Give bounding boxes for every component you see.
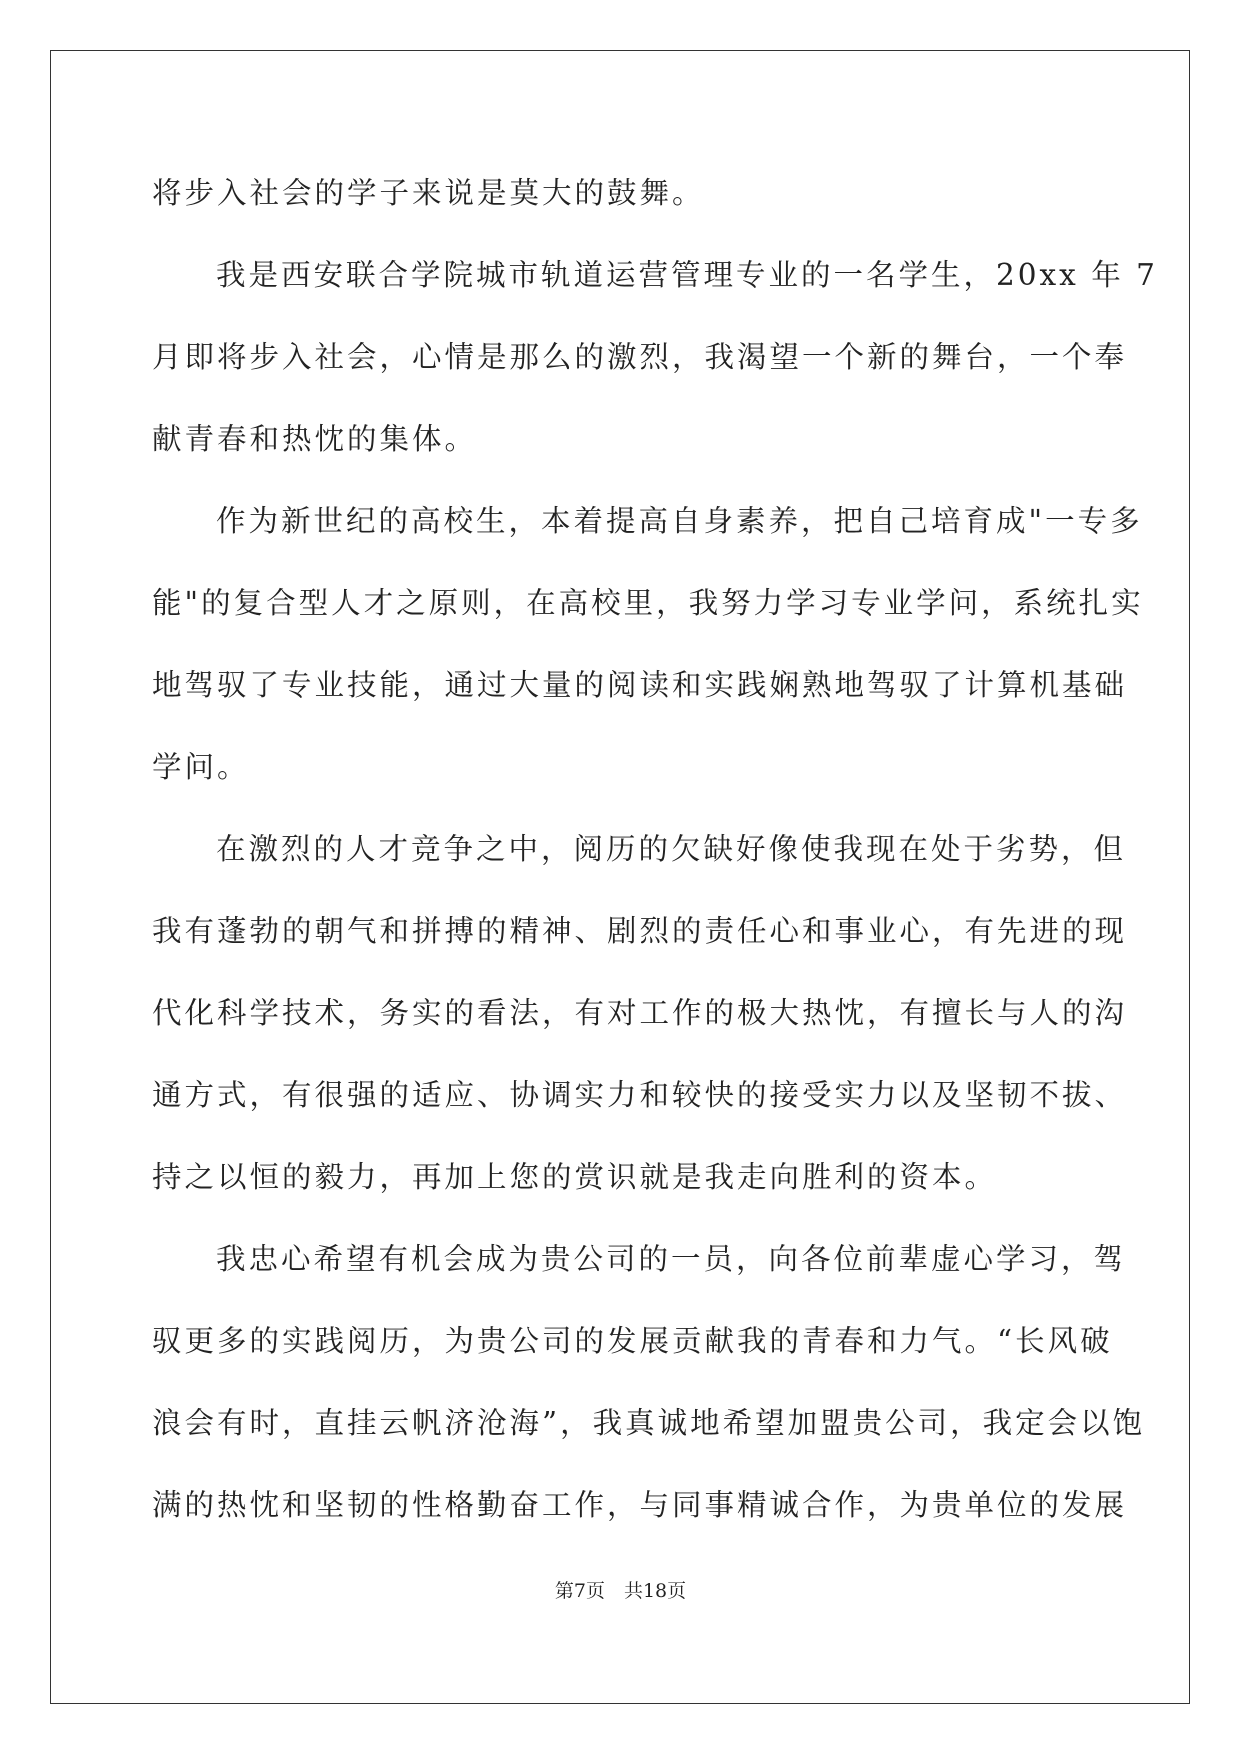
- document-body: [152, 152, 1158, 1546]
- text-line: 作为新世纪的高校生，本着提高自身素养，把自己培育成"一专多: [216, 504, 1143, 538]
- text-line: 通方式，有很强的适应、协调实力和较快的接受实力以及坚韧不拔、: [152, 1078, 1128, 1112]
- text-line: 我是西安联合学院城市轨道运营管理专业的一名学生，20xx 年 7: [216, 258, 1158, 292]
- text-line: 持之以恒的毅力，再加上您的赏识就是我走向胜利的资本。: [152, 1160, 998, 1194]
- text-line: 我有蓬勃的朝气和拼搏的精神、剧烈的责任心和事业心，有先进的现: [152, 914, 1128, 948]
- text-line: 在激烈的人才竞争之中，阅历的欠缺好像使我现在处于劣势，但: [216, 832, 1127, 866]
- text-line: 代化科学技术，务实的看法，有对工作的极大热忱，有擅长与人的沟: [152, 996, 1128, 1030]
- text-line: 献青春和热忱的集体。: [152, 422, 478, 456]
- text-line: 学问。: [152, 750, 250, 784]
- text-line: 满的热忱和坚韧的性格勤奋工作，与同事精诚合作，为贵单位的发展: [152, 1488, 1128, 1522]
- text-line: 月即将步入社会，心情是那么的激烈，我渴望一个新的舞台，一个奉: [152, 340, 1128, 374]
- text-line: 驭更多的实践阅历，为贵公司的发展贡献我的青春和力气。“长风破: [152, 1324, 1113, 1358]
- text-line: 我忠心希望有机会成为贵公司的一员，向各位前辈虚心学习，驾: [216, 1242, 1127, 1276]
- text-line: 将步入社会的学子来说是莫大的鼓舞。: [152, 176, 705, 210]
- page-number-footer: 第7页 共18页: [554, 1580, 687, 1602]
- text-line: 浪会有时，直挂云帆济沧海”，我真诚地希望加盟贵公司，我定会以饱: [152, 1406, 1146, 1440]
- text-line: 地驾驭了专业技能，通过大量的阅读和实践娴熟地驾驭了计算机基础: [152, 668, 1128, 702]
- text-line: 能"的复合型人才之原则，在高校里，我努力学习专业学问，系统扎实: [152, 586, 1144, 620]
